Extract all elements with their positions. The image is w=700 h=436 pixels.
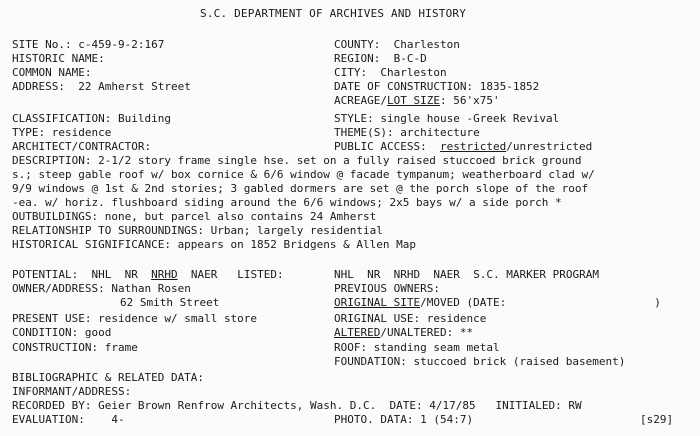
original-use-row (334, 312, 486, 326)
address-value: 22 Amherst Street (78, 80, 191, 93)
potential-nr: NR (124, 268, 138, 281)
lot-size-value: : 56'x75' (439, 94, 500, 107)
restricted-value: restricted (439, 140, 507, 153)
roof-value: standing seam metal (373, 341, 500, 354)
potential-naer: NAER (190, 268, 218, 281)
potential-nrhd: NRHD (151, 268, 178, 281)
unaltered-label: /UNALTERED: (380, 326, 454, 339)
original-site-row (334, 296, 661, 310)
description-line-3: 9/9 windows @ 1st & 2nd stories; 3 gabled dormers are set @ the porch slope of the roof (12, 182, 589, 195)
address-row (12, 80, 191, 94)
original-use-label: ORIGINAL USE: (334, 312, 421, 325)
region-row (334, 52, 427, 66)
photo-label: PHOTO. DATA: (334, 413, 414, 426)
previous-owners-label: PREVIOUS OWNERS: (334, 282, 440, 295)
informant-label: INFORMANT/ADDRESS: (12, 385, 132, 398)
county-value: Charleston (393, 38, 460, 51)
recorded-label: RECORDED BY: (12, 399, 92, 412)
date-label: DATE OF CONSTRUCTION: (334, 80, 474, 93)
present-use-row (12, 312, 257, 326)
condition-label: CONDITION: (12, 326, 79, 339)
classification-label: CLASSIFICATION: (12, 112, 112, 125)
recorded-date: 4/17/85 (429, 399, 476, 412)
present-use-label: PRESENT USE: (12, 312, 92, 325)
listed-row (334, 268, 599, 282)
listed-nrhd: NRHD (393, 268, 421, 281)
roof-label: ROOF: (334, 341, 368, 354)
initialed-label: INITIALED: (495, 399, 562, 412)
style-value: single house -Greek Revival (380, 112, 560, 125)
potential-row (12, 268, 284, 282)
initialed-value: RW (568, 399, 582, 412)
type-value: residence (51, 126, 112, 139)
owner-street: 62 Smith Street (120, 296, 220, 309)
owner-row (12, 282, 191, 296)
acreage-row (334, 94, 500, 108)
description-line-2: s.; steep gable roof w/ box cornice & 6/6 window @ facade tympanum; weatherboard clad w/ (12, 168, 595, 181)
recorded-row (12, 399, 582, 413)
sheet-ref: [s29] (640, 413, 674, 426)
region-label: REGION: (334, 52, 381, 65)
description-line-4: -ea. w/ horiz. flushboard siding around the 6/6 windows; 2x5 bays w/ a side porch * (12, 196, 562, 209)
present-use-value: residence w/ small store (98, 312, 258, 325)
theme-value: architecture (400, 126, 480, 139)
date-value: 1835-1852 (479, 80, 540, 93)
altered-value: ** (459, 326, 474, 339)
potential-label: POTENTIAL: (12, 268, 79, 281)
foundation-value: stuccoed brick (raised basement) (413, 355, 626, 368)
evaluation-value: 4- (111, 413, 125, 426)
evaluation-row (12, 413, 125, 427)
evaluation-label: EVALUATION: (12, 413, 85, 426)
recorded-by: Geier Brown Renfrow Architects, Wash. D.C. (98, 399, 377, 412)
original-use-value: residence (426, 312, 487, 325)
listed-nhl: NHL (334, 268, 354, 281)
roof-row (334, 341, 500, 355)
classification-value: Building (117, 112, 171, 125)
county-row (334, 38, 460, 52)
common-name-label: COMMON NAME: (12, 66, 92, 79)
theme-label: THEME(S): (334, 126, 394, 139)
foundation-row (334, 355, 625, 369)
county-label: COUNTY: (334, 38, 381, 51)
site-no-label: SITE No.: (12, 38, 72, 51)
moved-label: /MOVED (DATE: (420, 296, 507, 309)
type-row (12, 126, 111, 140)
construction-value: frame (104, 341, 138, 354)
foundation-label: FOUNDATION: (334, 355, 407, 368)
unrestricted-value: /unrestricted (506, 140, 593, 153)
photo-value: 1 (54:7) (420, 413, 474, 426)
listed-naer: NAER (433, 268, 460, 281)
bibliographic-label: BIBLIOGRAPHIC & RELATED DATA: (12, 371, 205, 384)
historic-name-label: HISTORIC NAME: (12, 52, 105, 65)
site-no-row (12, 38, 164, 52)
style-row (334, 112, 559, 126)
acreage-label: ACREAGE/ (334, 94, 387, 107)
outbuildings: OUTBUILDINGS: none, but parcel also contains 24 Amherst (12, 210, 377, 223)
construction-label: CONSTRUCTION: (12, 341, 99, 354)
style-label: STYLE: (334, 112, 374, 125)
moved-close: ) (654, 296, 661, 309)
photo-row (334, 413, 473, 427)
construction-row (12, 341, 138, 355)
condition-row (12, 326, 111, 340)
listed-nr: NR (367, 268, 381, 281)
theme-row (334, 126, 480, 140)
public-access-row (334, 140, 592, 154)
recorded-date-label: DATE: (389, 399, 423, 412)
altered-row (334, 326, 473, 340)
architect-label: ARCHITECT/CONTRACTOR: (12, 140, 152, 153)
type-label: TYPE: (12, 126, 46, 139)
city-value: Charleston (380, 66, 447, 79)
condition-value: good (84, 326, 112, 339)
historical-significance: HISTORICAL SIGNIFICANCE: appears on 1852 Bridgens & Allen Map (12, 238, 416, 251)
listed-label: LISTED: (237, 268, 284, 281)
form-title: S.C. DEPARTMENT OF ARCHIVES AND HISTORY (200, 7, 467, 20)
lot-size-label: LOT SIZE (386, 94, 440, 107)
classification-row (12, 112, 171, 126)
marker-program: S.C. MARKER PROGRAM (473, 268, 599, 281)
potential-nhl: NHL (91, 268, 112, 281)
public-access-label: PUBLIC ACCESS: (334, 140, 427, 153)
altered-label: ALTERED (334, 326, 381, 339)
city-label: CITY: (334, 66, 368, 79)
region-value: B-C-D (393, 52, 427, 65)
original-site-label: ORIGINAL SITE (334, 296, 421, 309)
site-no-value: c-459-9-2:167 (78, 38, 165, 51)
description-line-1: DESCRIPTION: 2-1/2 story frame single hse. set on a fully raised stuccoed brick ground (12, 154, 582, 167)
owner-name: Nathan Rosen (111, 282, 191, 295)
date-row (334, 80, 539, 94)
address-label: ADDRESS: (12, 80, 65, 93)
relationship: RELATIONSHIP TO SURROUNDINGS: Urban; largely residential (12, 224, 383, 237)
owner-label: OWNER/ADDRESS: (12, 282, 105, 295)
city-row (334, 66, 447, 80)
